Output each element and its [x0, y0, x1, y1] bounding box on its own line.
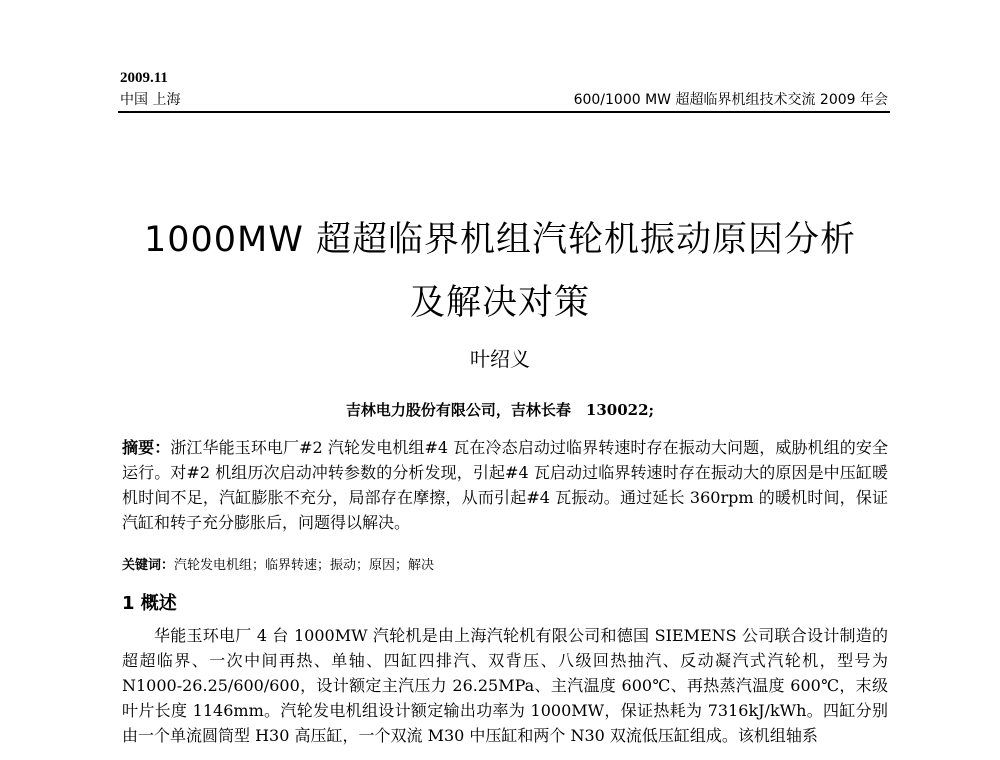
- section-paragraph: 华能玉环电厂 4 台 1000MW 汽轮机是由上海汽轮机有限公司和德国 SIEMENS 公司联合设计制造的超超临界、一次中间再热、单轴、四缸四排汽、双背压、八级回热抽汽、反动凝汽式汽轮机，型号为 N1000-26.25/600/600，设计额定主汽压力 26.25MPa、主汽温度 600℃、再热蒸汽温度 600℃，末级叶片长度 1146mm。汽轮发电机组设计额定输出功率为 1000MW，保证热耗为 7316kJ/kWh。四缸分别由一个单流圆筒型 H30 高压缸，一个双流 M30 中压缸和两个 N30 双流低压缸组成。该机组轴系: [122, 626, 888, 745]
- header-rule: [118, 111, 890, 113]
- keywords: [122, 554, 434, 573]
- header-place: 中国 上海: [120, 92, 181, 108]
- abstract: [122, 435, 888, 535]
- keywords-text: 汽轮发电机组；临界转速；振动；原因；解决: [174, 558, 435, 573]
- paper-title-line1: 1000MW 超超临界机组汽轮机振动原因分析: [143, 220, 856, 260]
- author-affiliation: 吉林电力股份有限公司，吉林长春 130022;: [345, 401, 655, 419]
- author-name: 叶绍义: [470, 347, 530, 371]
- keywords-label: 关键词：: [122, 558, 175, 573]
- abstract-text: 浙江华能玉环电厂#2 汽轮发电机组#4 瓦在冷态启动过临界转速时存在振动大问题，威胁机组的安全运行。对#2 机组历次启动冲转参数的分析发现，引起#4 瓦启动过临界转速时存在振动大的原因是中压缸暖机时间不足，汽缸膨胀不充分，局部存在摩擦，从而引起#4 瓦振动。通过延长 360rpm 的暖机时间，保证汽缸和转子充分膨胀后，问题得以解决。: [122, 438, 888, 532]
- header-conference: 600/1000 MW 超超临界机组技术交流 2009 年会: [573, 92, 888, 108]
- header-date: 2009.11: [120, 70, 168, 86]
- section-heading: 1 概述: [122, 593, 177, 614]
- paper-title-line2: 及解决对策: [409, 283, 590, 323]
- abstract-label: 摘要：: [122, 438, 171, 457]
